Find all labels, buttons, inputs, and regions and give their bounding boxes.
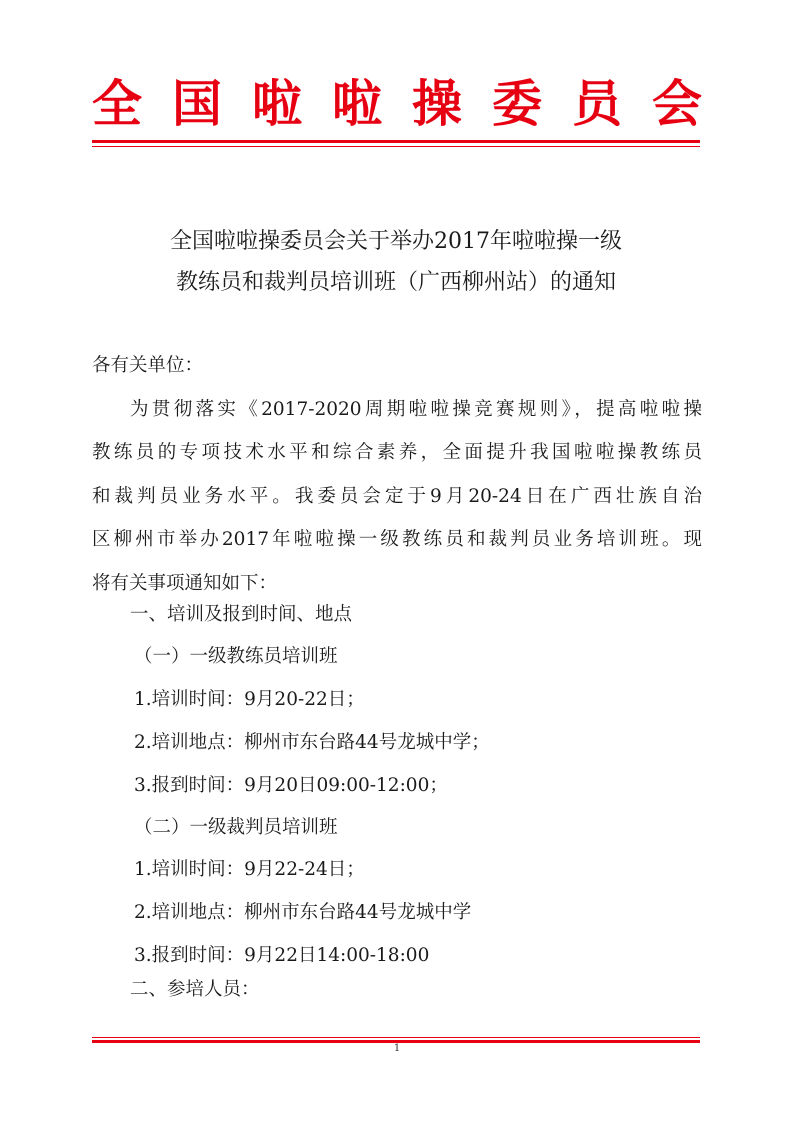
- masthead-char: 国: [172, 74, 222, 133]
- intro-line: 区柳州市举办2017年啦啦操一级教练员和裁判员业务培训班。现: [92, 529, 702, 550]
- section-heading-1: 一、培训及报到时间、地点: [130, 604, 353, 625]
- masthead-char: 啦: [332, 74, 382, 133]
- masthead: [92, 72, 702, 136]
- referee-class-time: 1.培训时间：9月22-24日；: [134, 859, 365, 880]
- masthead-char: 操: [412, 74, 462, 133]
- masthead-char: 会: [652, 74, 702, 133]
- header-rule-thin: [92, 146, 700, 147]
- footer-rule-thin: [92, 1037, 700, 1038]
- intro-line: 将有关事项通知如下：: [92, 573, 278, 594]
- header-rule-thick: [92, 140, 700, 143]
- page-number: 1: [393, 1043, 401, 1054]
- document-title-line-1: 全国啦啦操委员会关于举办2017年啦啦操一级: [170, 229, 622, 254]
- coach-class-time: 1.培训时间：9月20-22日；: [134, 689, 365, 710]
- masthead-char: 委: [492, 74, 542, 133]
- intro-line: 为贯彻落实《2017-2020周期啦啦操竞赛规则》，提高啦啦操: [130, 399, 702, 420]
- salutation: 各有关单位：: [92, 355, 204, 376]
- referee-class-report-time: 3.报到时间：9月22日14:00-18:00: [134, 945, 430, 966]
- intro-line: 教练员的专项技术水平和综合素养，全面提升我国啦啦操教练员: [92, 442, 702, 463]
- referee-class-heading: （二）一级裁判员培训班: [134, 817, 338, 838]
- coach-class-location: 2.培训地点：柳州市东台路44号龙城中学；: [134, 732, 490, 753]
- referee-class-location: 2.培训地点：柳州市东台路44号龙城中学: [134, 902, 472, 923]
- coach-class-heading: （一）一级教练员培训班: [134, 646, 338, 667]
- masthead-char: 员: [572, 74, 622, 133]
- masthead-char: 全: [92, 74, 142, 133]
- section-heading-2: 二、参培人员：: [130, 979, 260, 1000]
- document-title-line-2: 教练员和裁判员培训班（广西柳州站）的通知: [175, 270, 616, 295]
- intro-line: 和裁判员业务水平。我委员会定于9月20-24日在广西壮族自治: [92, 486, 702, 507]
- coach-class-report-time: 3.报到时间：9月20日09:00-12:00；: [134, 775, 448, 796]
- masthead-char: 啦: [252, 74, 302, 133]
